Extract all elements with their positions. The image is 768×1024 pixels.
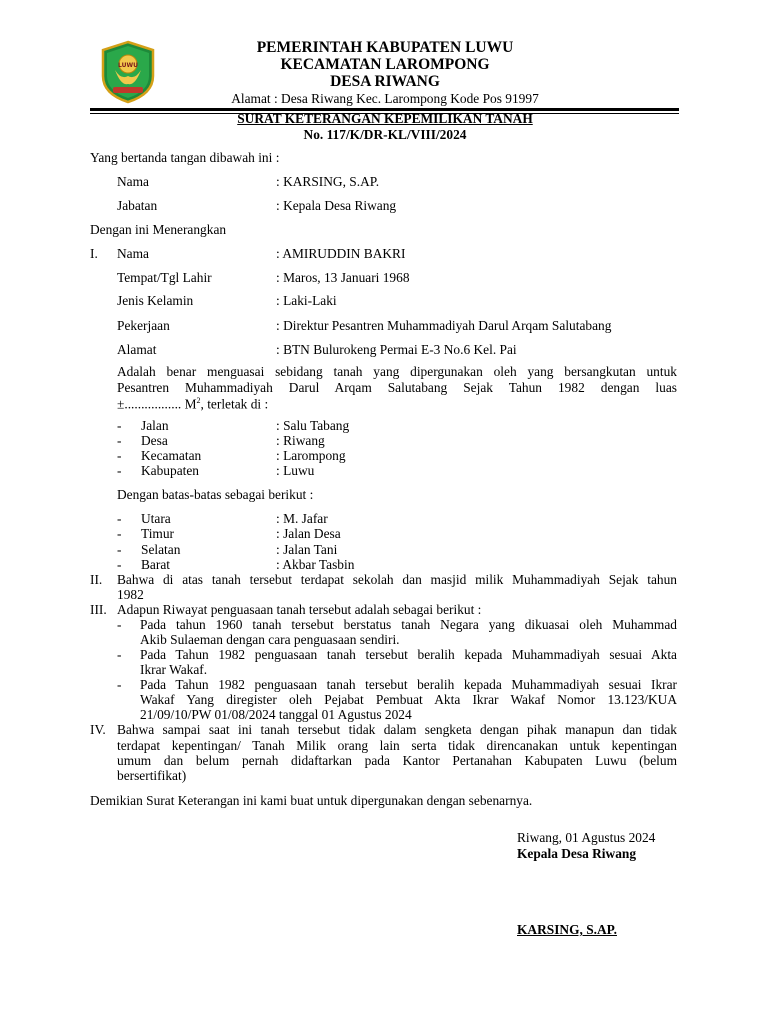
- field-label: Pekerjaan: [117, 318, 170, 333]
- area-superscript: 2: [196, 396, 201, 405]
- history-line: 21/09/10/PW 01/08/2024 tanggal 01 Agustus 2024: [140, 707, 412, 722]
- signer-name-value: : KARSING, S.AP.: [276, 174, 380, 189]
- list-dash: -: [117, 418, 122, 433]
- luwu-regency-emblem: [99, 40, 157, 104]
- boundary-intro: Dengan batas-batas sebagai berikut :: [117, 487, 314, 502]
- list-dash: -: [117, 448, 122, 463]
- paragraph-line: Adalah benar menguasai sebidang tanah yang dipergunakan oleh yang bersangkutan untuk: [117, 364, 677, 379]
- intro-text: Yang bertanda tangan dibawah ini :: [90, 150, 280, 165]
- signature-name: KARSING, S.AP.: [517, 922, 617, 937]
- location-label: Jalan: [141, 418, 169, 433]
- section-2-line: Bahwa di atas tanah tersebut terdapat sekolah dan masjid milik Muhammadiyah Sejak tahun: [117, 572, 677, 587]
- paragraph-line: Pesantren Muhammadiyah Darul Arqam Salutabang Sejak Tahun 1982 dengan luas: [117, 380, 677, 395]
- document-title: SURAT KETERANGAN KEPEMILIKAN TANAH: [237, 111, 533, 126]
- list-dash: -: [117, 647, 122, 662]
- list-dash: -: [117, 526, 122, 541]
- boundary-value: : Jalan Tani: [276, 542, 338, 557]
- history-line: Pada tahun 1960 tanah tersebut berstatus tanah Negara yang dikuasai oleh Muhammad: [140, 617, 677, 632]
- list-dash: -: [117, 463, 122, 478]
- list-dash: -: [117, 557, 122, 572]
- signature-role: Kepala Desa Riwang: [517, 846, 637, 861]
- section-4-line: umum dan belum pernah didaftarkan pada Kantor Pertanahan Kabupaten Luwu (belum: [117, 753, 677, 768]
- field-value: : AMIRUDDIN BAKRI: [276, 246, 406, 261]
- history-line: Akib Sulaeman dengan cara penguasaan sendiri.: [140, 632, 400, 647]
- section-1-numeral: I.: [90, 246, 98, 261]
- location-label: Desa: [141, 433, 168, 448]
- signer-position-value: : Kepala Desa Riwang: [276, 198, 397, 213]
- area-suffix: , terletak di :: [200, 396, 269, 412]
- history-line: Pada Tahun 1982 penguasaan tanah tersebut beralih kepada Muhammadiyah sesuai Akta: [140, 647, 677, 662]
- field-label: Alamat: [117, 342, 157, 357]
- list-dash: -: [117, 542, 122, 557]
- field-value: : Maros, 13 Januari 1968: [276, 270, 410, 285]
- location-label: Kabupaten: [141, 463, 200, 478]
- section-3-intro: Adapun Riwayat penguasaan tanah tersebut adalah sebagai berikut :: [117, 602, 482, 617]
- section-4-numeral: IV.: [90, 722, 106, 737]
- letterhead-address: Alamat : Desa Riwang Kec. Larompong Kode Pos 91997: [231, 91, 539, 106]
- signer-position-label: Jabatan: [117, 198, 158, 213]
- field-value: : Laki-Laki: [276, 293, 337, 308]
- location-value: : Larompong: [276, 448, 346, 463]
- field-value: : BTN Bulurokeng Permai E-3 No.6 Kel. Pai: [276, 342, 517, 357]
- location-value: : Salu Tabang: [276, 418, 350, 433]
- letterhead-district: KECAMATAN LAROMPONG: [280, 56, 490, 73]
- closing-text: Demikian Surat Keterangan ini kami buat untuk dipergunakan dengan sebenarnya.: [90, 793, 533, 808]
- letterhead-village: DESA RIWANG: [330, 73, 440, 90]
- paragraph-line: [117, 396, 268, 412]
- section-4-line: terdapat kepentingan/ Tanah Milik orang lain serta tidak direncanakan untuk kepentingan: [117, 738, 677, 753]
- section-4-line: bersertifikat): [117, 768, 187, 783]
- field-label: Jenis Kelamin: [117, 293, 194, 308]
- location-value: : Riwang: [276, 433, 325, 448]
- emblem-text: LUWU: [118, 62, 138, 69]
- location-label: Kecamatan: [141, 448, 202, 463]
- boundary-value: : Jalan Desa: [276, 526, 341, 541]
- boundary-value: : Akbar Tasbin: [276, 557, 355, 572]
- history-line: Wakaf Yang diregister oleh Pejabat Pembuat Akta Ikrar Wakaf Nomor 13.123/KUA: [140, 692, 677, 707]
- location-value: : Luwu: [276, 463, 315, 478]
- section-2-numeral: II.: [90, 572, 103, 587]
- boundary-label: Barat: [141, 557, 170, 572]
- section-2-line: 1982: [117, 587, 144, 602]
- document-number: No. 117/K/DR-KL/VIII/2024: [303, 127, 467, 142]
- field-label: Nama: [117, 246, 149, 261]
- list-dash: -: [117, 677, 122, 692]
- list-dash: -: [117, 617, 122, 632]
- area-text: ±................. M: [117, 396, 197, 412]
- boundary-label: Utara: [141, 511, 171, 526]
- field-label: Tempat/Tgl Lahir: [117, 270, 212, 285]
- field-value: : Direktur Pesantren Muhammadiyah Darul Arqam Salutabang: [276, 318, 612, 333]
- section-3-numeral: III.: [90, 602, 107, 617]
- section-4-line: Bahwa sampai saat ini tanah tersebut tidak dalam sengketa dengan pihak manapun dan tidak: [117, 722, 677, 737]
- declare-text: Dengan ini Menerangkan: [90, 222, 227, 237]
- history-line: Ikrar Wakaf.: [140, 662, 208, 677]
- signer-name-label: Nama: [117, 174, 149, 189]
- list-dash: -: [117, 433, 122, 448]
- list-dash: -: [117, 511, 122, 526]
- boundary-label: Timur: [141, 526, 174, 541]
- signature-place-date: Riwang, 01 Agustus 2024: [517, 830, 656, 845]
- boundary-value: : M. Jafar: [276, 511, 328, 526]
- boundary-label: Selatan: [141, 542, 181, 557]
- history-line: Pada Tahun 1982 penguasaan tanah tersebut beralih kepada Muhammadiyah sesuai Ikrar: [140, 677, 677, 692]
- letterhead-government: PEMERINTAH KABUPATEN LUWU: [256, 39, 514, 56]
